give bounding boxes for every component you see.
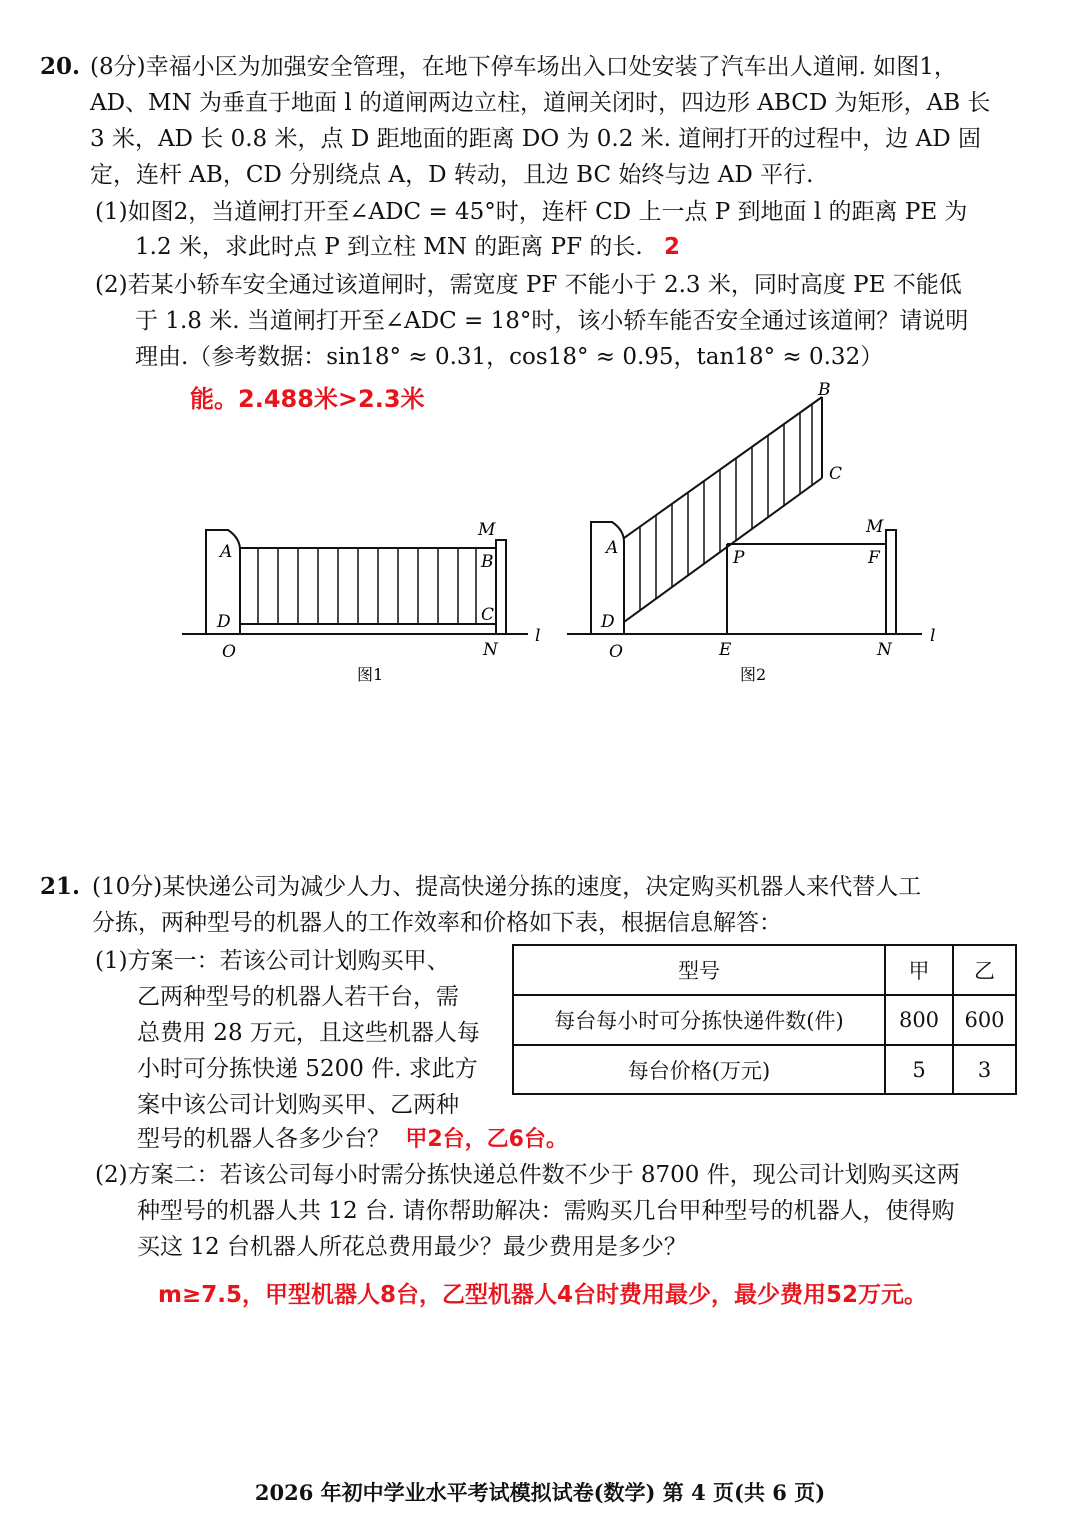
- q21-intro-line-2: 分拣，两种型号的机器人的工作效率和价格如下表，根据信息解答：: [92, 910, 782, 936]
- fig1-label-m: M: [478, 520, 496, 540]
- q21-part2-line-3: 买这 12 台机器人所花总费用最少？最少费用是多少？: [137, 1234, 687, 1260]
- q21-part2-answer: m≥7.5，甲型机器人8台，乙型机器人4台时费用最少，最少费用52万元。: [158, 1282, 927, 1308]
- table-cell: 3: [953, 1045, 1016, 1094]
- table-cell: 每台价格(万元): [513, 1045, 885, 1094]
- fig2-label-p: P: [733, 548, 745, 568]
- fig1-label-b: B: [481, 552, 494, 572]
- figure-2: [567, 397, 922, 634]
- table-row: [513, 1045, 1016, 1094]
- q21-part2-line-1: (2)方案二：若该公司每小时需分拣快递总件数不少于 8700 件，现公司计划购买这两: [95, 1162, 960, 1188]
- fig2-label-e: E: [719, 640, 732, 660]
- fig1-label-a: A: [220, 542, 233, 562]
- fig1-bars: [258, 548, 476, 624]
- fig2-label-l: l: [930, 626, 936, 646]
- q20-part2-line-3: 理由.（参考数据：sin18° ≈ 0.31，cos18° ≈ 0.95，tan18° ≈ 0.32）: [135, 344, 884, 370]
- q20-part2-line-2: 于 1.8 米. 当道闸打开至∠ADC = 18°时，该小轿车能否安全通过该道闸？请说明: [135, 308, 969, 334]
- q21-part1-line-3: 总费用 28 万元，且这些机器人每: [137, 1020, 480, 1046]
- q21-part1-line-6: [137, 1124, 568, 1155]
- q20-part1-answer: 2: [663, 234, 680, 260]
- q20-line-1: (8分)幸福小区为加强安全管理，在地下停车场出入口处安装了汽车出人道闸. 如图1，: [90, 54, 957, 80]
- fig2-post-mn: [886, 530, 896, 634]
- q21-part1-line-4: 小时可分拣快递 5200 件. 求此方: [137, 1056, 478, 1082]
- fig2-bar-bottom: [624, 478, 822, 622]
- robot-spec-table: [512, 944, 1017, 1095]
- q21-part2-line-2: 种型号的机器人共 12 台. 请你帮助解决：需购买几台甲种型号的机器人，使得购: [137, 1198, 955, 1224]
- fig2-label-d: D: [601, 612, 615, 632]
- table-cell: 每台每小时可分拣快递件数(件): [513, 995, 885, 1045]
- table-cell: 800: [885, 995, 953, 1045]
- table-cell: 5: [885, 1045, 953, 1094]
- q20-part2-line-1: (2)若某小轿车安全通过该道闸时，需宽度 PF 不能小于 2.3 米，同时高度 PE 不能低: [95, 272, 962, 298]
- fig2-label-o: O: [609, 642, 623, 662]
- table-header-row: [513, 945, 1016, 995]
- fig2-label-n: N: [877, 640, 892, 660]
- fig1-label-c: C: [481, 605, 495, 625]
- q21-part1-answer: 甲2台，乙6台。: [405, 1127, 568, 1152]
- question-20-number: 20.: [40, 53, 81, 80]
- table-header-cell: 甲: [885, 945, 953, 995]
- fig2-bar-top: [624, 397, 822, 538]
- q20-part1-line-1: (1)如图2，当道闸打开至∠ADC = 45°时，连杆 CD 上一点 P 到地面 l 的距离 PE 为: [95, 199, 968, 225]
- figure-1: [182, 530, 528, 634]
- table-cell: 600: [953, 995, 1016, 1045]
- fig1-label-l: l: [535, 626, 541, 646]
- page-footer: 2026 年初中学业水平考试模拟试卷(数学) 第 4 页(共 6 页): [254, 1480, 826, 1505]
- q21-part1-line-5: 案中该公司计划购买甲、乙两种: [137, 1092, 459, 1118]
- q21-part1-line-2: 乙两种型号的机器人若干台，需: [137, 984, 459, 1010]
- q20-part2-answer: 能。2.488米>2.3米: [190, 385, 425, 413]
- fig2-label-a: A: [606, 538, 619, 558]
- fig1-label-d: D: [217, 612, 231, 632]
- fig2-label-c: C: [829, 464, 843, 484]
- fig1-label-o: O: [222, 642, 236, 662]
- fig1-caption: 图1: [357, 665, 384, 684]
- table-header-cell: 乙: [953, 945, 1016, 995]
- q20-line-3: 3 米，AD 长 0.8 米，点 D 距地面的距离 DO 为 0.2 米. 道闸打开的过程中，边 AD 固: [90, 126, 981, 152]
- q20-figures: [0, 0, 1080, 700]
- table-row: [513, 995, 1016, 1045]
- q21-part1-text: 型号的机器人各多少台？: [137, 1126, 390, 1152]
- q20-line-4: 定，连杆 AB，CD 分别绕点 A，D 转动，且边 BC 始终与边 AD 平行.: [90, 162, 814, 188]
- q21-intro-line-1: (10分)某快递公司为减少人力、提高快递分拣的速度，决定购买机器人来代替人工: [92, 874, 922, 900]
- fig2-label-m: M: [866, 517, 884, 537]
- table-header-cell: 型号: [513, 945, 885, 995]
- q20-line-2: AD、MN 为垂直于地面 l 的道闸两边立柱，道闸关闭时，四边形 ABCD 为矩形，AB 长: [90, 90, 991, 116]
- fig1-post-mn: [496, 540, 506, 634]
- question-21-number: 21.: [40, 873, 81, 900]
- q21-part1-line-1: (1)方案一：若该公司计划购买甲、: [95, 948, 450, 974]
- fig2-label-f: F: [868, 548, 880, 568]
- fig1-label-n: N: [483, 640, 498, 660]
- fig2-caption: 图2: [740, 665, 767, 684]
- q20-part1-text: 1.2 米，求此时点 P 到立柱 MN 的距离 PF 的长.: [135, 234, 643, 260]
- fig2-label-b: B: [818, 380, 831, 400]
